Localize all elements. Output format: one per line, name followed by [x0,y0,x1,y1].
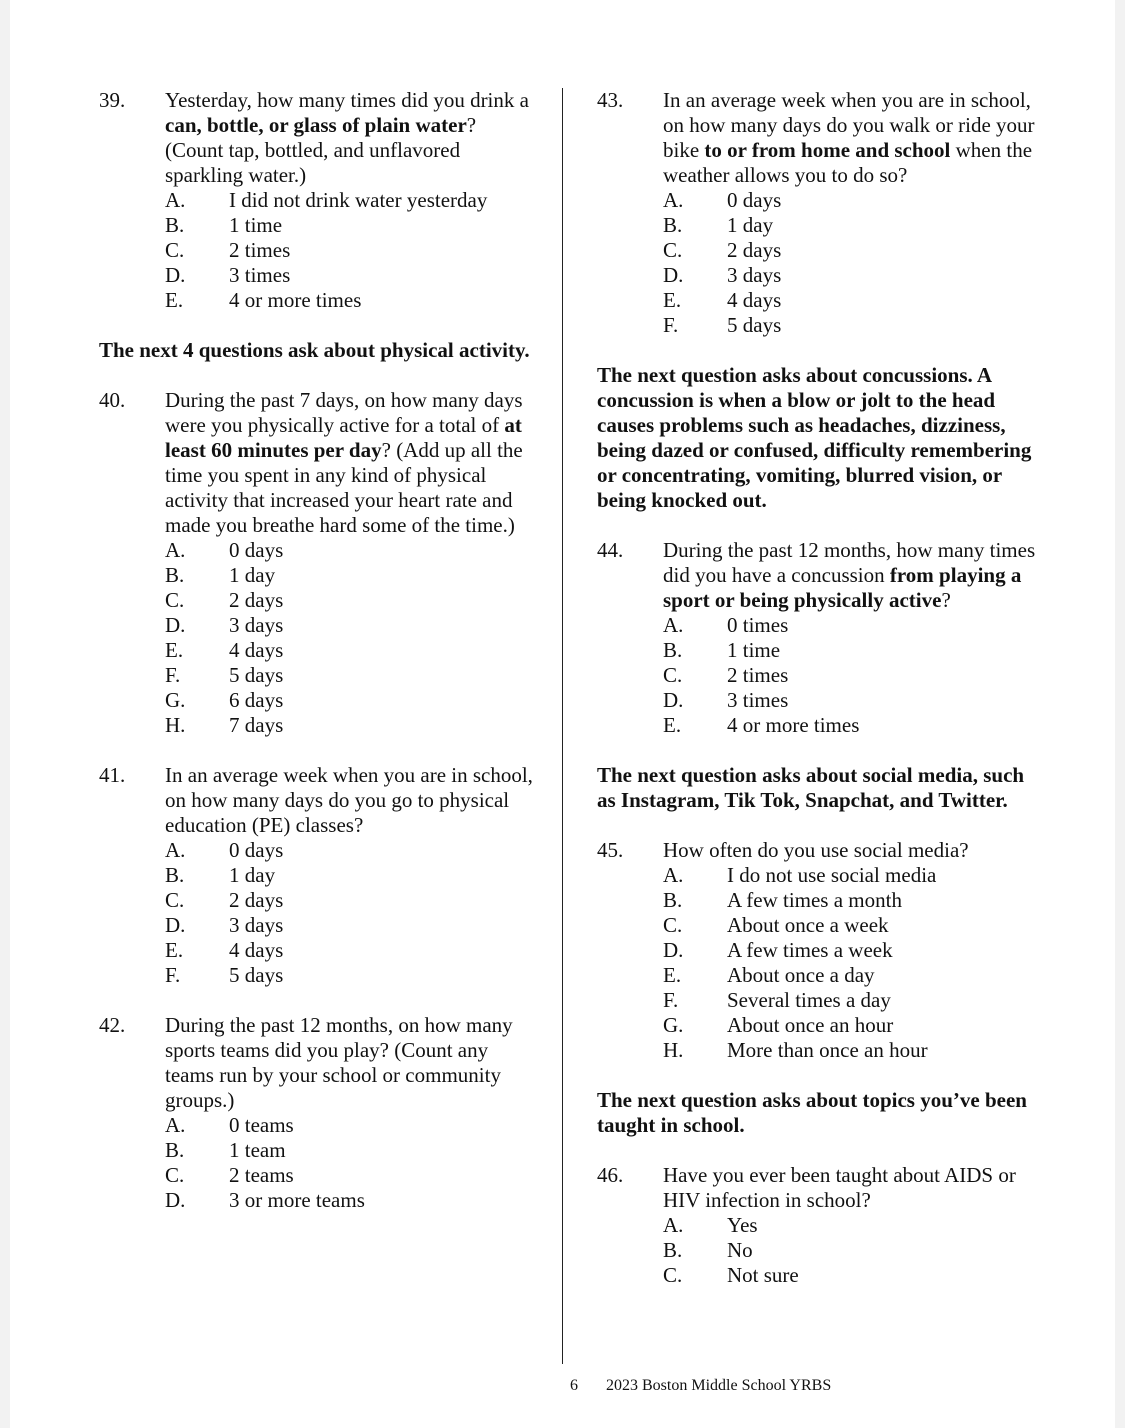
option-letter: E. [165,288,184,312]
page-number: 6 [570,1377,578,1394]
answer-option [663,638,1037,663]
option-letter: E. [663,713,682,737]
answer-option [663,938,1037,963]
option-letter: E. [663,963,682,987]
option-text: I do not use social media [727,863,937,887]
option-text: 3 or more teams [229,1188,365,1212]
option-text: 4 or more times [727,713,860,737]
option-letter: C. [663,1263,683,1287]
option-letter: A. [663,188,684,212]
option-letter: G. [663,1013,684,1037]
question-text: In an average week when you are in school, on how many days do you go to physical education (PE) classes? [165,763,533,837]
question-number: 46. [597,1163,624,1187]
answer-option [165,888,539,913]
option-text: 1 day [727,213,774,237]
answer-option [165,713,539,738]
option-text: 3 days [727,263,782,287]
option-text: 3 days [229,913,284,937]
answer-option [663,913,1037,938]
option-text: 7 days [229,713,284,737]
option-letter: F. [165,963,181,987]
answer-option [663,1038,1037,1063]
option-text: I did not drink water yesterday [229,188,488,212]
option-text: 1 day [229,563,276,587]
answer-option [165,238,539,263]
option-text: No [727,1238,753,1262]
option-letter: E. [165,938,184,962]
option-letter: C. [663,913,683,937]
question-number: 41. [99,763,126,787]
option-text: 5 days [229,663,284,687]
answer-option [663,713,1037,738]
option-letter: A. [165,838,186,862]
option-text: A few times a week [727,938,893,962]
option-letter: B. [663,638,683,662]
option-text: 5 days [727,313,782,337]
option-text: 3 times [229,263,291,287]
answer-options [165,838,539,988]
option-letter: D. [165,263,186,287]
answer-option [165,1138,539,1163]
question-40 [99,388,539,738]
question-number: 45. [597,838,624,862]
option-letter: A. [663,1213,684,1237]
question-number: 44. [597,538,624,562]
answer-option [165,688,539,713]
option-letter: D. [165,913,186,937]
answer-option [165,913,539,938]
answer-option [663,1213,1037,1238]
option-text: Several times a day [727,988,891,1012]
option-letter: C. [165,238,185,262]
option-text: 4 days [229,638,284,662]
answer-options [663,188,1037,338]
answer-option [165,663,539,688]
option-text: 2 days [229,588,284,612]
answer-options [663,1213,1037,1288]
answer-option [165,963,539,988]
option-text: About once an hour [727,1013,894,1037]
option-text: 6 days [229,688,284,712]
answer-option [165,188,539,213]
answer-options [663,863,1037,1063]
option-letter: H. [663,1038,684,1062]
option-letter: C. [165,888,185,912]
question-45 [597,838,1037,1063]
option-letter: D. [663,938,684,962]
option-text: A few times a month [727,888,902,912]
answer-option [663,963,1037,988]
option-letter: D. [663,263,684,287]
answer-options [165,538,539,738]
option-letter: C. [165,1163,185,1187]
question-text: During the past 12 months, how many times did you have a concussion from playing a sport or being physically active? [663,538,1036,612]
option-text: 1 day [229,863,276,887]
answer-option [663,1263,1037,1288]
option-letter: D. [165,613,186,637]
option-text: 0 days [229,838,284,862]
option-letter: F. [663,988,679,1012]
answer-options [165,188,539,313]
right-column [597,88,1037,1288]
question-number: 43. [597,88,624,112]
option-letter: C. [663,663,683,687]
question-42 [99,1013,539,1213]
option-text: Yes [727,1213,758,1237]
option-text: 4 days [229,938,284,962]
answer-option [663,188,1037,213]
section-heading-concussions: The next question asks about concussions. A concussion is when a blow or jolt to the head causes problems such as headaches, dizziness, being dazed or confused, difficulty remembering or concentrating, vomiting, blurred vision, or being knocked out. [597,363,1032,512]
option-letter: B. [663,1238,683,1262]
option-letter: B. [663,888,683,912]
option-text: 1 time [727,638,781,662]
section-heading-physical-activity: The next 4 questions ask about physical activity. [99,338,530,362]
answer-option [165,288,539,313]
option-letter: B. [663,213,683,237]
question-text: Yesterday, how many times did you drink a can, bottle, or glass of plain water? (Count tap, bottled, and unflavored sparkling water.) [165,88,529,187]
question-46 [597,1163,1037,1288]
answer-option [165,838,539,863]
column-divider [562,88,563,1364]
option-letter: D. [165,1188,186,1212]
option-letter: A. [165,188,186,212]
question-text: In an average week when you are in school, on how many days do you walk or ride your bike to or from home and school when the weather allows you to do so? [663,88,1035,187]
question-text: During the past 7 days, on how many days were you physically active for a total of at least 60 minutes per day? (Add up all the time you spent in any kind of physical activity that increased your heart rate and made you breathe hard some of the time.) [165,388,523,537]
answer-option [663,1013,1037,1038]
option-text: 0 times [727,613,789,637]
answer-option [663,288,1037,313]
answer-option [165,538,539,563]
footer-title: 2023 Boston Middle School YRBS [606,1377,832,1394]
option-letter: B. [165,863,185,887]
answer-option [663,688,1037,713]
option-text: 2 days [229,888,284,912]
option-text: Not sure [727,1263,799,1287]
question-text: During the past 12 months, on how many sports teams did you play? (Count any teams run by your school or community groups.) [165,1013,513,1112]
option-text: 4 days [727,288,782,312]
option-text: 2 teams [229,1163,294,1187]
option-text: 0 days [229,538,284,562]
answer-option [165,588,539,613]
answer-option [165,638,539,663]
question-39 [99,88,539,313]
answer-option [663,238,1037,263]
option-letter: E. [663,288,682,312]
option-text: 0 teams [229,1113,294,1137]
option-letter: F. [663,313,679,337]
option-text: 3 times [727,688,789,712]
answer-option [165,938,539,963]
option-letter: A. [165,1113,186,1137]
answer-option [663,888,1037,913]
option-text: 1 team [229,1138,286,1162]
question-number: 39. [99,88,126,112]
answer-option [663,213,1037,238]
option-letter: B. [165,1138,185,1162]
option-letter: E. [165,638,184,662]
option-letter: C. [663,238,683,262]
option-letter: A. [165,538,186,562]
option-text: About once a day [727,963,875,987]
option-letter: G. [165,688,186,712]
option-text: 0 days [727,188,782,212]
option-text: About once a week [727,913,889,937]
answer-option [663,613,1037,638]
option-letter: C. [165,588,185,612]
question-text: Have you ever been taught about AIDS or HIV infection in school? [663,1163,1016,1212]
option-letter: F. [165,663,181,687]
answer-option [663,1238,1037,1263]
answer-option [165,863,539,888]
question-44 [597,538,1037,738]
answer-option [165,613,539,638]
left-column [99,88,539,1213]
answer-option [165,1188,539,1213]
option-text: 5 days [229,963,284,987]
option-letter: A. [663,863,684,887]
option-text: 4 or more times [229,288,362,312]
section-heading-social-media: The next question asks about social media, such as Instagram, Tik Tok, Snapchat, and Twitter. [597,763,1025,812]
option-letter: D. [663,688,684,712]
answer-option [165,213,539,238]
option-text: 2 days [727,238,782,262]
survey-page [10,0,1115,1428]
answer-option [663,263,1037,288]
option-letter: B. [165,213,185,237]
answer-option [165,263,539,288]
answer-option [165,1163,539,1188]
question-41 [99,763,539,988]
answer-option [165,1113,539,1138]
question-number: 40. [99,388,126,412]
answer-option [663,313,1037,338]
question-number: 42. [99,1013,126,1037]
option-text: 2 times [229,238,291,262]
answer-option [663,663,1037,688]
option-letter: H. [165,713,186,737]
option-letter: A. [663,613,684,637]
option-text: More than once an hour [727,1038,928,1062]
question-43 [597,88,1037,338]
answer-option [663,988,1037,1013]
question-text: How often do you use social media? [663,838,969,862]
answer-option [165,563,539,588]
answer-options [663,613,1037,738]
option-text: 1 time [229,213,283,237]
option-text: 2 times [727,663,789,687]
section-heading-topics: The next question asks about topics you’ve been taught in school. [597,1088,1027,1137]
option-text: 3 days [229,613,284,637]
answer-options [165,1113,539,1213]
option-letter: B. [165,563,185,587]
answer-option [663,863,1037,888]
